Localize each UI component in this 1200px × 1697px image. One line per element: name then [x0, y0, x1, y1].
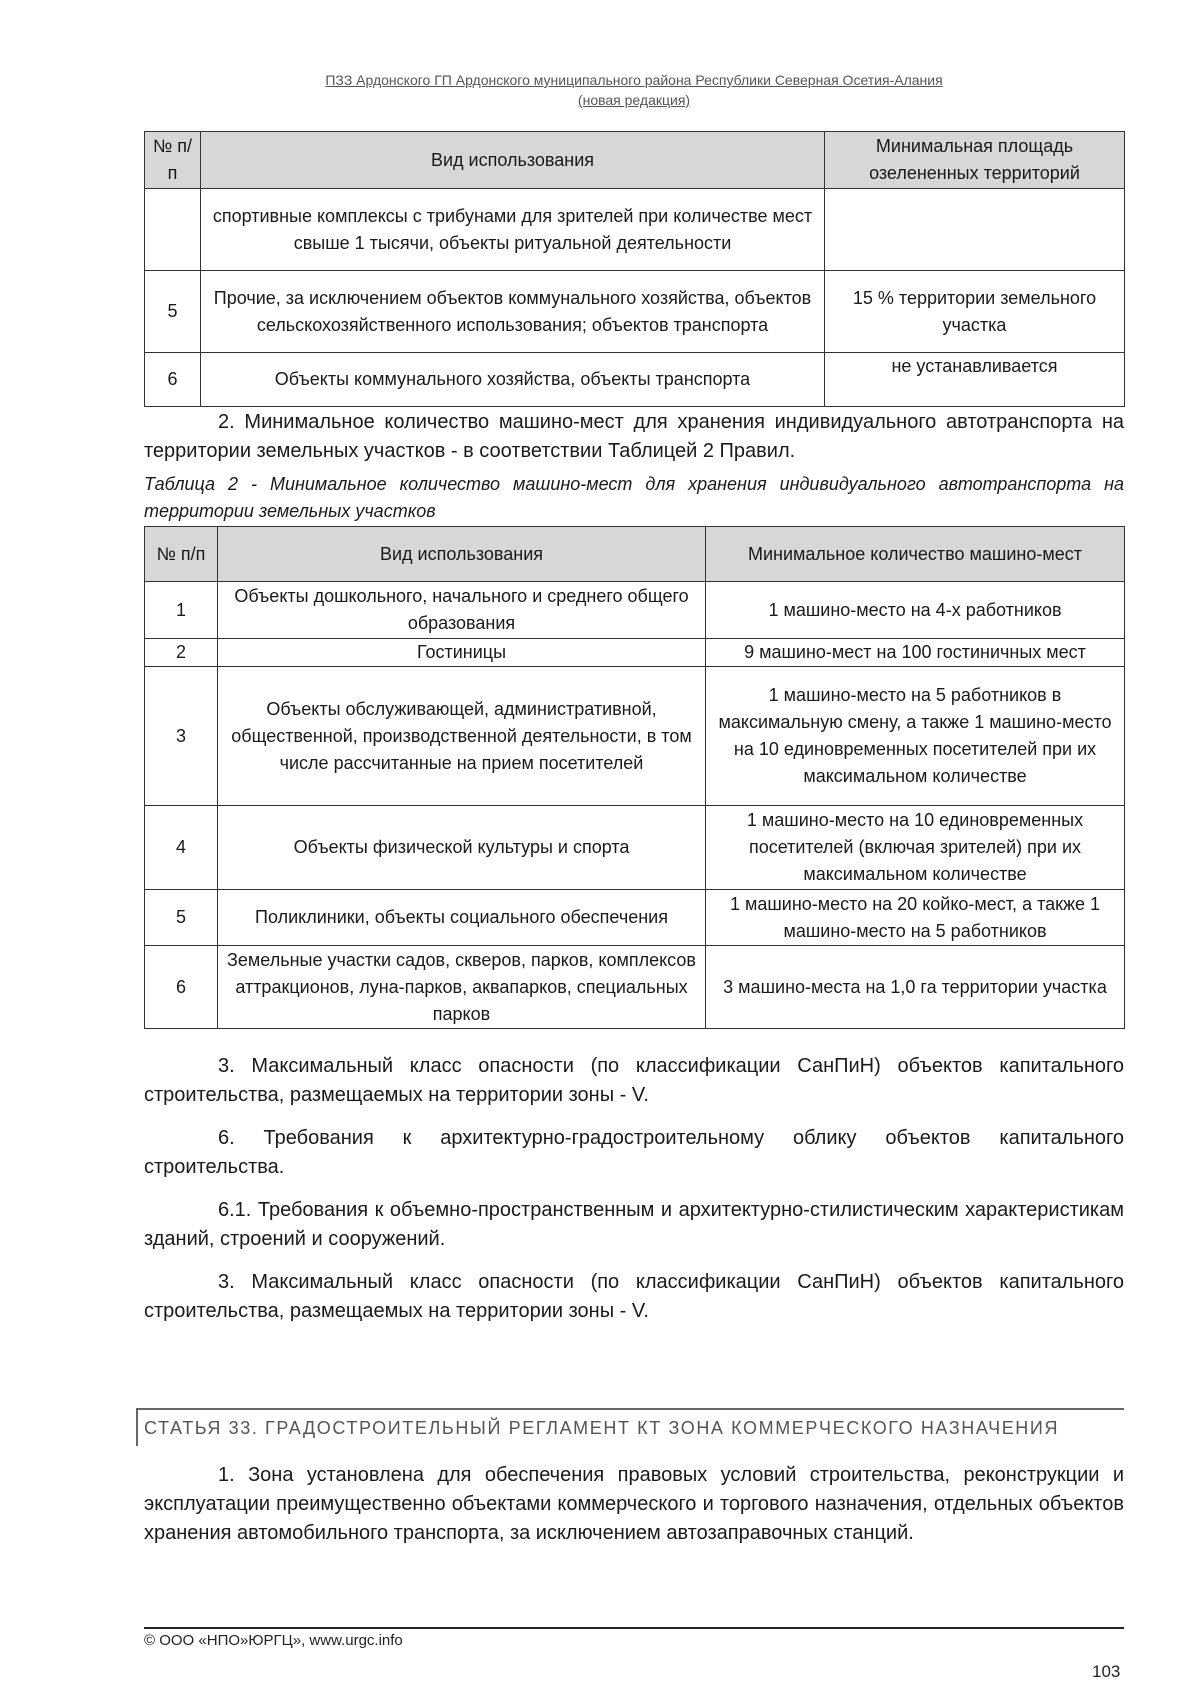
table-cell: 1 машино-место на 4-х работников: [706, 582, 1125, 639]
table-row: [145, 189, 1125, 271]
table-cell: 4: [145, 806, 218, 890]
table-row: [145, 353, 1125, 407]
table-2-caption: Таблица 2 - Минимальное количество машино-мест для хранения индивидуального автотранспорта на территории земельных участков: [144, 474, 1124, 521]
paragraph-parking-requirement: 2. Минимальное количество машино-мест для хранения индивидуального автотранспорта на территории земельных участков - в соответствии Таблицей 2 Правил.: [144, 411, 1124, 462]
footer-divider: [144, 1627, 1124, 1629]
header-cell-use: Вид использования: [218, 527, 706, 582]
table-cell: 1 машино-место на 20 койко-мест, а также 1 машино-место на 5 работников: [706, 890, 1125, 946]
header-line-2: (новая редакция): [577, 92, 691, 108]
header-cell-number: № п/п: [145, 527, 218, 582]
page-number: 103: [1092, 1662, 1121, 1681]
table-cell: 15 % территории земельного участка: [825, 271, 1125, 353]
page-header: [144, 70, 1124, 110]
header-cell-min-parking: Минимальное количество машино-мест: [706, 527, 1125, 582]
table-cell: 3: [145, 667, 218, 806]
table-cell: 6: [145, 353, 201, 407]
table-cell: 1 машино-место на 5 работников в максимальную смену, а также 1 машино-место на 10 единовременных посетителей при их максимальном количестве: [706, 667, 1125, 806]
table-cell: [825, 189, 1125, 271]
table-cell: спортивные комплексы с трибунами для зрителей при количестве мест свыше 1 тысячи, объекты ритуальной деятельности: [201, 189, 825, 271]
table-cell: [145, 189, 201, 271]
green-area-table: [144, 131, 1125, 407]
table-header-row: [145, 527, 1125, 582]
table-row: [145, 667, 1125, 806]
table-cell: не устанавливается: [825, 353, 1125, 407]
paragraph-hazard-class-repeat: 3. Максимальный класс опасности (по классификации СанПиН) объектов капитального строительства, размещаемых на территории зоны - V.: [144, 1271, 1124, 1322]
paragraph-hazard-class: 3. Максимальный класс опасности (по классификации СанПиН) объектов капитального строительства, размещаемых на территории зоны - V.: [144, 1055, 1124, 1106]
paragraph-architecture-requirements: 6. Требования к архитектурно-градостроительному облику объектов капитального строительства.: [144, 1127, 1124, 1178]
table-cell: Объекты физической культуры и спорта: [218, 806, 706, 890]
footer-copyright: © ООО «НПО»ЮРГЦ», www.urgc.info: [144, 1632, 403, 1649]
header-line-1: ПЗЗ Ардонского ГП Ардонского муниципального района Республики Северная Осетия-Алания: [325, 72, 943, 88]
table-cell: Объекты обслуживающей, административной, общественной, производственной деятельности, в том числе рассчитанные на прием посетителей: [218, 667, 706, 806]
header-cell-use: Вид использования: [201, 132, 825, 189]
header-cell-number: № п/п: [145, 132, 201, 189]
table-row: [145, 582, 1125, 639]
table-row: [145, 946, 1125, 1029]
parking-spaces-table: [144, 526, 1125, 1029]
table-cell: 1 машино-место на 10 единовременных посетителей (включая зрителей) при их максимальном количестве: [706, 806, 1125, 890]
table-cell: Прочие, за исключением объектов коммунального хозяйства, объектов сельскохозяйственного использования; объектов транспорта: [201, 271, 825, 353]
table-header-row: [145, 132, 1125, 189]
table-row: [145, 890, 1125, 946]
table-row: [145, 639, 1125, 667]
table-cell: 5: [145, 271, 201, 353]
table-cell: 2: [145, 639, 218, 667]
table-row: [145, 806, 1125, 890]
table-row: [145, 271, 1125, 353]
table-cell: 3 машино-места на 1,0 га территории участка: [706, 946, 1125, 1029]
table-cell: Поликлиники, объекты социального обеспечения: [218, 890, 706, 946]
table-cell: Гостиницы: [218, 639, 706, 667]
paragraph-zone-purpose: 1. Зона установлена для обеспечения правовых условий строительства, реконструкции и эксплуатации преимущественно объектами коммерческого и торгового назначения, отдельных объектов хранения автомобильного транспорта, за исключением автозаправочных станций.: [144, 1464, 1124, 1544]
table-cell: Земельные участки садов, скверов, парков, комплексов аттракционов, луна-парков, аквапарков, специальных парков: [218, 946, 706, 1029]
table-cell: 6: [145, 946, 218, 1029]
table-cell: 9 машино-мест на 100 гостиничных мест: [706, 639, 1125, 667]
table-cell: 1: [145, 582, 218, 639]
table-cell: 5: [145, 890, 218, 946]
table-cell: Объекты дошкольного, начального и среднего общего образования: [218, 582, 706, 639]
header-cell-min-green: Минимальная площадь озелененных территорий: [825, 132, 1125, 189]
article-heading: СТАТЬЯ 33. ГРАДОСТРОИТЕЛЬНЫЙ РЕГЛАМЕНТ КТ ЗОНА КОММЕРЧЕСКОГО НАЗНАЧЕНИЯ: [136, 1408, 1124, 1446]
paragraph-spatial-requirements: 6.1. Требования к объемно-пространственным и архитектурно-стилистическим характеристикам зданий, строений и сооружений.: [144, 1199, 1124, 1250]
table-cell: Объекты коммунального хозяйства, объекты транспорта: [201, 353, 825, 407]
